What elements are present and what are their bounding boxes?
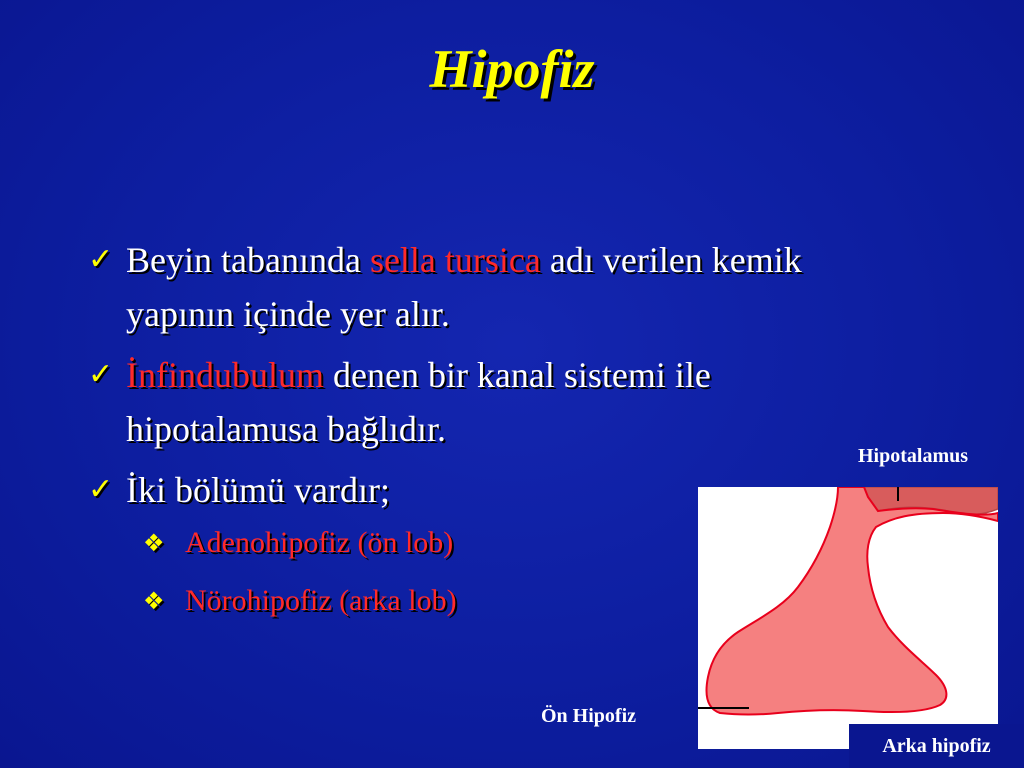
check-icon: ✓	[88, 357, 114, 392]
subbullet-text: Nörohipofiz (arka lob)	[185, 584, 457, 617]
diamond-icon: ❖	[143, 529, 165, 557]
posterior-pituitary-label: Arka hipofiz	[849, 724, 1024, 768]
bullet-text: Beyin tabanında	[126, 240, 370, 280]
check-icon: ✓	[88, 472, 114, 507]
bullet-highlight: sella tursica	[369, 240, 541, 280]
bullet-text: İki bölümü vardır;	[126, 470, 390, 510]
subbullet-text: Adenohipofiz (ön lob)	[185, 526, 454, 559]
check-icon: ✓	[88, 242, 114, 277]
bullet-item	[88, 233, 888, 341]
diamond-icon: ❖	[143, 587, 165, 615]
hypothalamus-label: Hipotalamus	[858, 445, 969, 467]
bullet-highlight: İnfindubulum	[126, 355, 324, 395]
pituitary-diagram	[698, 487, 998, 749]
bullet-text: denen bir kanal sistemi ile hipotalamusa bağlıdır.	[126, 355, 711, 449]
anterior-pituitary-label: Ön Hipofiz	[541, 705, 637, 727]
bullet-text: adı verilen kemik yapının içinde yer alır.	[126, 240, 802, 334]
slide-title: Hipofiz	[429, 39, 595, 99]
bullet-item	[88, 348, 888, 456]
